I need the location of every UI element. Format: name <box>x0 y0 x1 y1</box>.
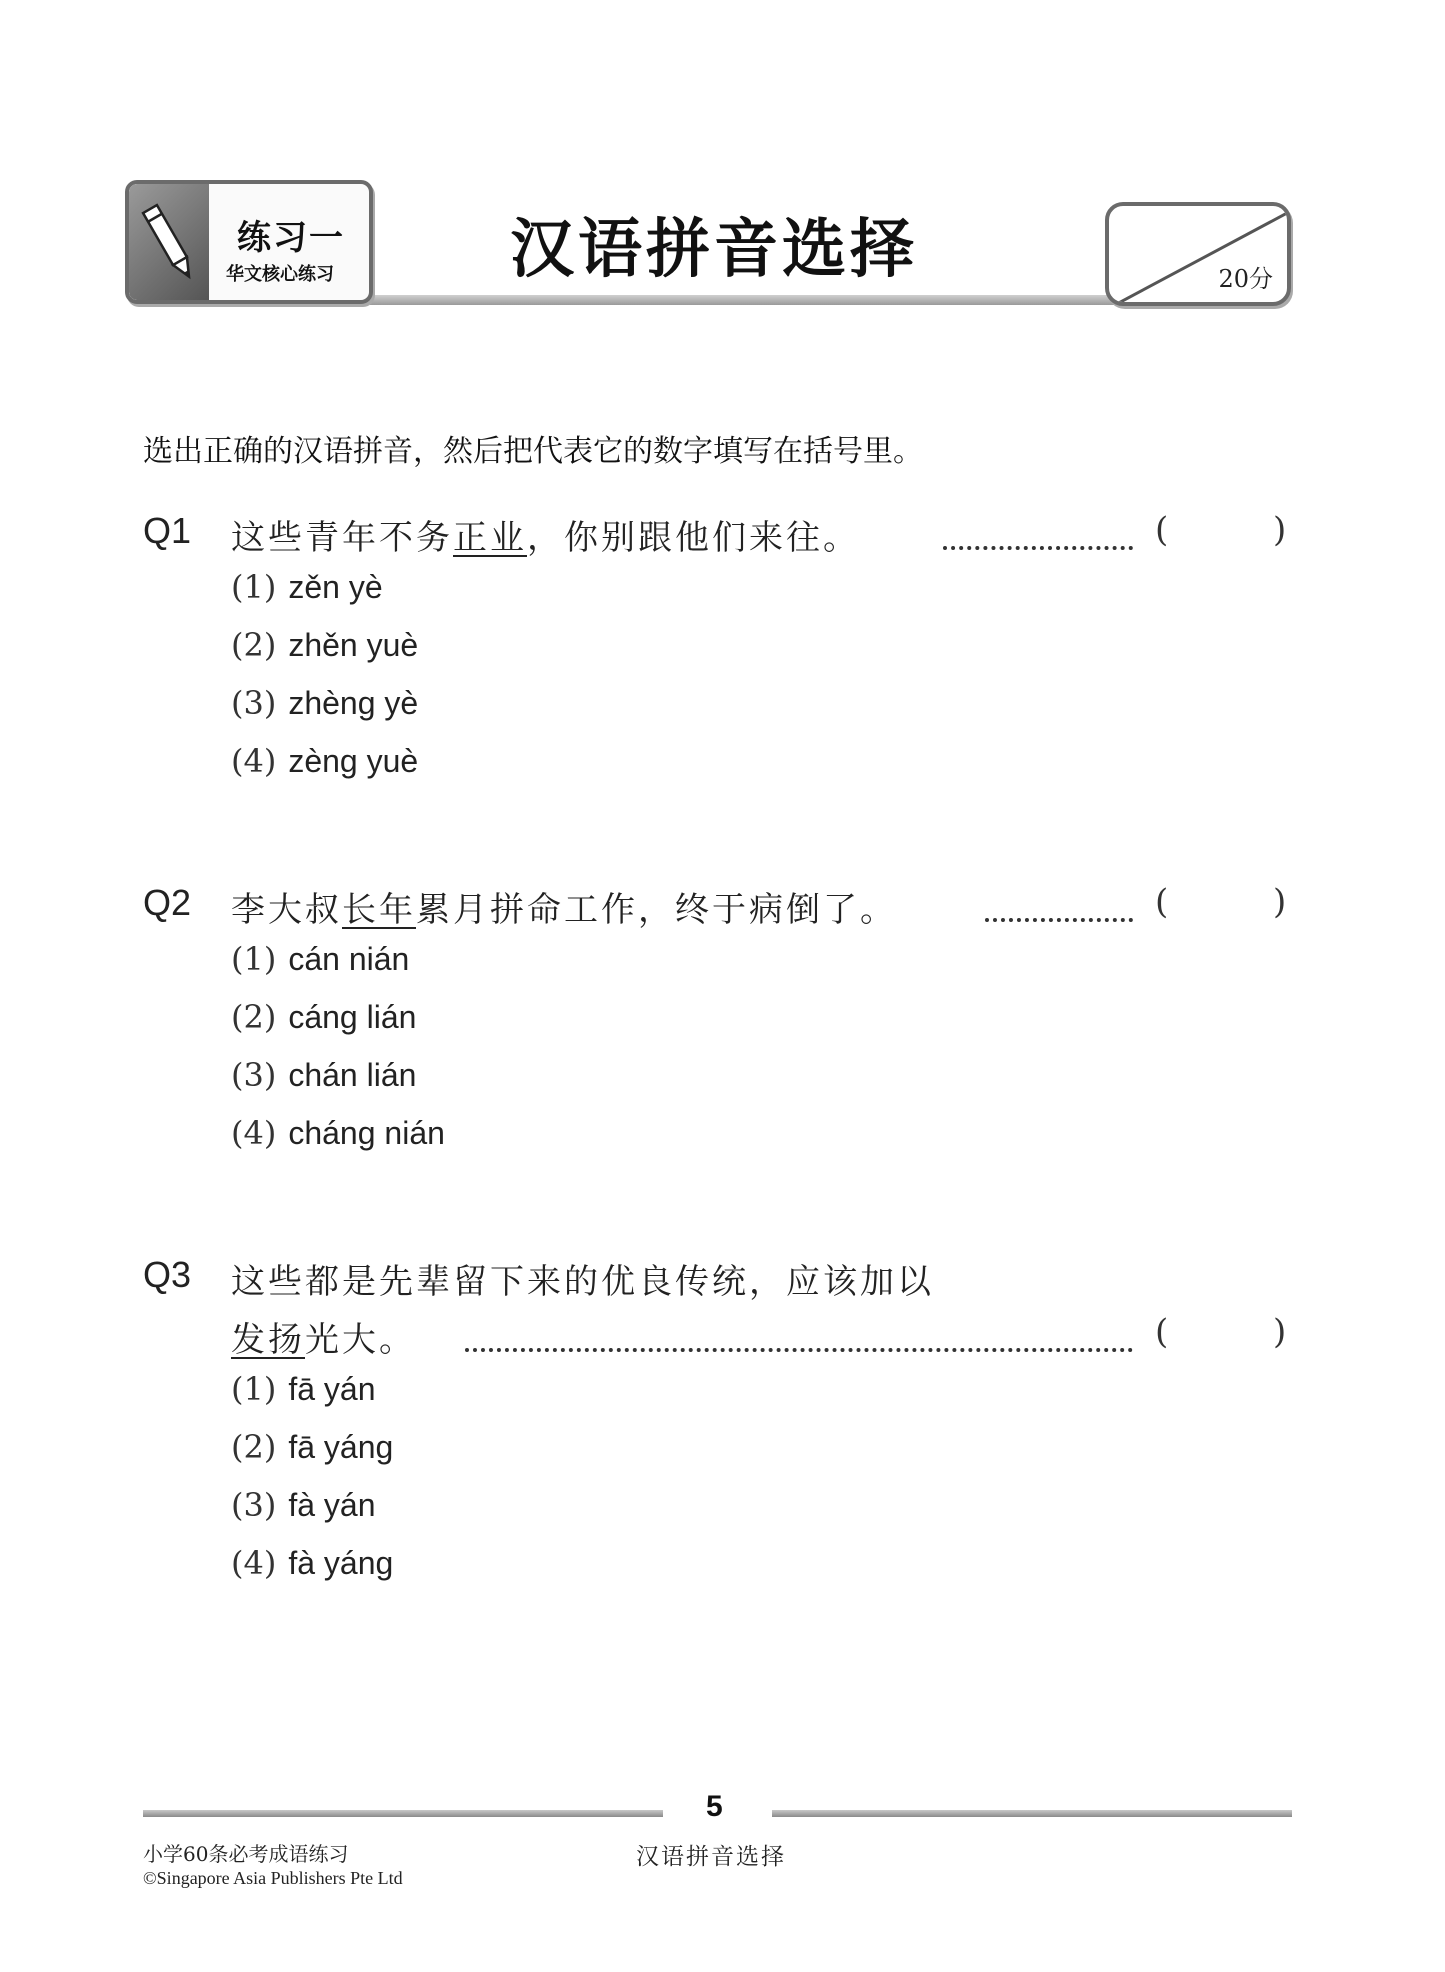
answer-close-paren: ) <box>1273 882 1287 922</box>
option-list <box>143 568 1293 800</box>
option-item: (2) zhěn yuè <box>231 626 419 664</box>
question-label: Q3 <box>143 1254 192 1295</box>
score-label: 20分 <box>1218 265 1273 293</box>
header-divider <box>370 295 1120 305</box>
option-item: (1) cán nián <box>231 940 410 978</box>
option-item: (4) cháng nián <box>231 1114 445 1152</box>
underlined-phrase: 正业 <box>453 518 527 558</box>
book-title: 小学60条必考成语练习 <box>143 1842 349 1866</box>
copyright: ©Singapore Asia Publishers Pte Ltd <box>143 1868 403 1888</box>
underlined-phrase: 长年 <box>342 890 416 930</box>
answer-open-paren: ( <box>1155 882 1169 922</box>
answer-open-paren: ( <box>1155 510 1169 550</box>
underlined-phrase: 发扬 <box>231 1320 305 1360</box>
option-item: (3) chán lián <box>231 1056 417 1094</box>
option-item: (4) zèng yuè <box>231 742 419 780</box>
answer-open-paren: ( <box>1155 1312 1169 1352</box>
question-label: Q1 <box>143 510 192 551</box>
leader-dots <box>943 506 1133 550</box>
question-text-continued: 发扬光大。 <box>231 1320 416 1360</box>
footer-rule-right <box>772 1810 1292 1817</box>
badge-subtitle: 华文核心练习 <box>226 264 334 285</box>
badge-title: 练习一 <box>237 218 345 258</box>
exercise-badge <box>125 180 373 304</box>
option-list <box>143 940 1293 1172</box>
leader-dots <box>985 878 1133 922</box>
question-text: 李大叔长年累月拼命工作，终于病倒了。 <box>231 890 897 930</box>
question-text: 这些都是先辈留下来的优良传统，应该加以 <box>231 1262 934 1302</box>
instruction-text: 选出正确的汉语拼音，然后把代表它的数字填写在括号里。 <box>143 434 923 469</box>
section-name: 汉语拼音选择 <box>636 1844 786 1870</box>
option-item: (1) zěn yè <box>231 568 383 606</box>
option-item: (1) fā yán <box>231 1370 376 1408</box>
page-title: 汉语拼音选择 <box>510 213 918 287</box>
option-item: (2) fā yáng <box>231 1428 394 1466</box>
leader-dots <box>465 1308 1133 1352</box>
question-2 <box>143 878 1293 1172</box>
question-label: Q2 <box>143 882 192 923</box>
answer-close-paren: ) <box>1273 1312 1287 1352</box>
option-item: (2) cáng lián <box>231 998 417 1036</box>
footer-rule-left <box>143 1810 663 1817</box>
question-1 <box>143 506 1293 800</box>
page-number: 5 <box>706 1790 723 1823</box>
pencil-icon <box>129 184 209 300</box>
answer-close-paren: ) <box>1273 510 1287 550</box>
option-list <box>143 1370 1293 1602</box>
score-box <box>1105 202 1291 306</box>
question-3 <box>143 1250 1293 1602</box>
option-item: (3) zhèng yè <box>231 684 419 722</box>
option-item: (4) fà yáng <box>231 1544 394 1582</box>
question-text: 这些青年不务正业，你别跟他们来往。 <box>231 518 860 558</box>
option-item: (3) fà yán <box>231 1486 376 1524</box>
